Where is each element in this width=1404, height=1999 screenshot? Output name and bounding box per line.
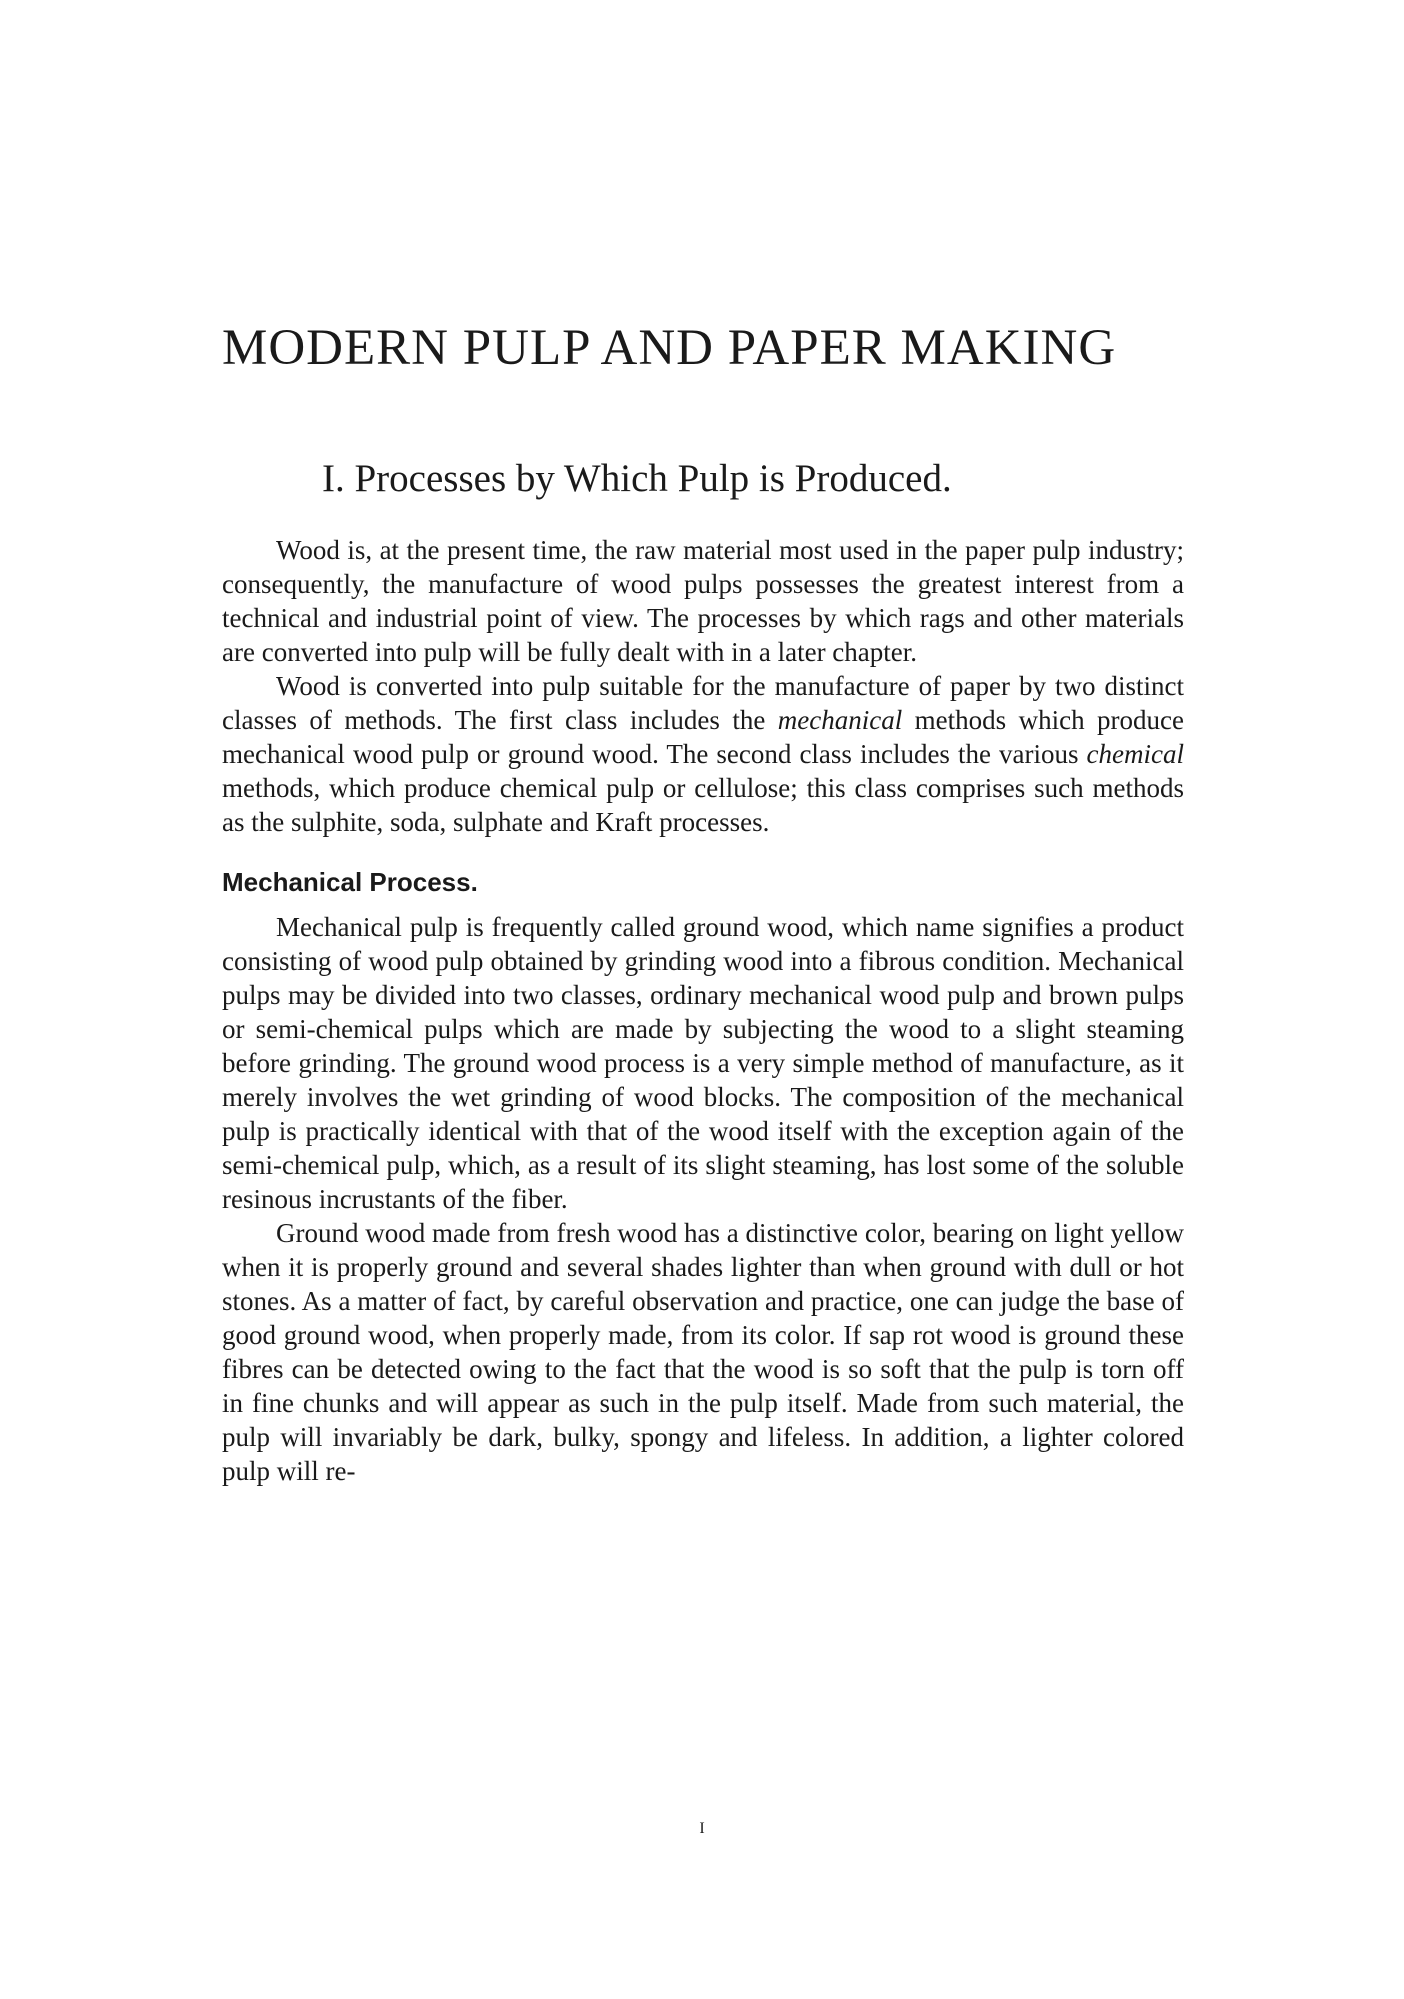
section-paragraph: Ground wood made from fresh wood has a distinctive color, bearing on light yellow when it is properly ground and several shades lighter than when ground with dull or hot stones. As a matter of fact, by careful observation and practice, one can judge the base of good ground wood, when properly made, from its color. If sap rot wood is ground these fibres can be detected owing to the fact that the wood is so soft that the pulp is torn off in fine chunks and will appear as such in the pulp itself. Made from such material, the pulp will invariably be dark, bulky, spongy and lifeless. In addition, a lighter colored pulp will re- [222, 1218, 1184, 1487]
chemical-emphasis: chemical [1086, 739, 1184, 770]
section-paragraph: Mechanical pulp is frequently called ground wood, which name signifies a product consisting of wood pulp obtained by grinding wood into a fibrous condition. Mechanical pulps may be divided into two classes, ordinary mechanical wood pulp and brown pulps or semi-chemical pulps which are made by subjecting the wood to a slight steaming before grinding. The ground wood process is a very simple method of manufacture, as it merely involves the wet grinding of wood blocks. The composition of the mechanical pulp is practically identical with that of the wood itself with the exception again of the semi-chemical pulp, which, as a result of its slight steaming, has lost some of the soluble resinous incrustants of the fiber. [222, 912, 1184, 1215]
mechanical-emphasis: mechanical [777, 705, 903, 736]
methods-text-part-2: methods which produce mechanical wood pulp or ground wood. The second class includes the various [222, 705, 1185, 770]
page-number: I [699, 1820, 705, 1837]
page-body [222, 320, 1184, 1488]
methods-paragraph [222, 669, 1184, 839]
methods-text-part-1: Wood is converted into pulp suitable for the manufacture of paper by two distinct classes of methods. The first class includes the [222, 671, 1184, 736]
intro-paragraph: Wood is, at the present time, the raw material most used in the paper pulp industry; consequently, the manufacture of wood pulps possesses the greatest interest from a technical and industrial point of view. The processes by which rags and other materials are converted into pulp will be fully dealt with in a later chapter. [222, 535, 1184, 668]
chapter-title: I. Processes by Which Pulp is Produced. [322, 457, 952, 501]
section-heading: Mechanical Process. [222, 867, 478, 898]
book-title: MODERN PULP AND PAPER MAKING [222, 320, 1117, 376]
methods-text-part-3: methods, which produce chemical pulp or cellulose; this class comprises such methods as the sulphite, soda, sulphate and Kraft processes. [222, 773, 1184, 838]
